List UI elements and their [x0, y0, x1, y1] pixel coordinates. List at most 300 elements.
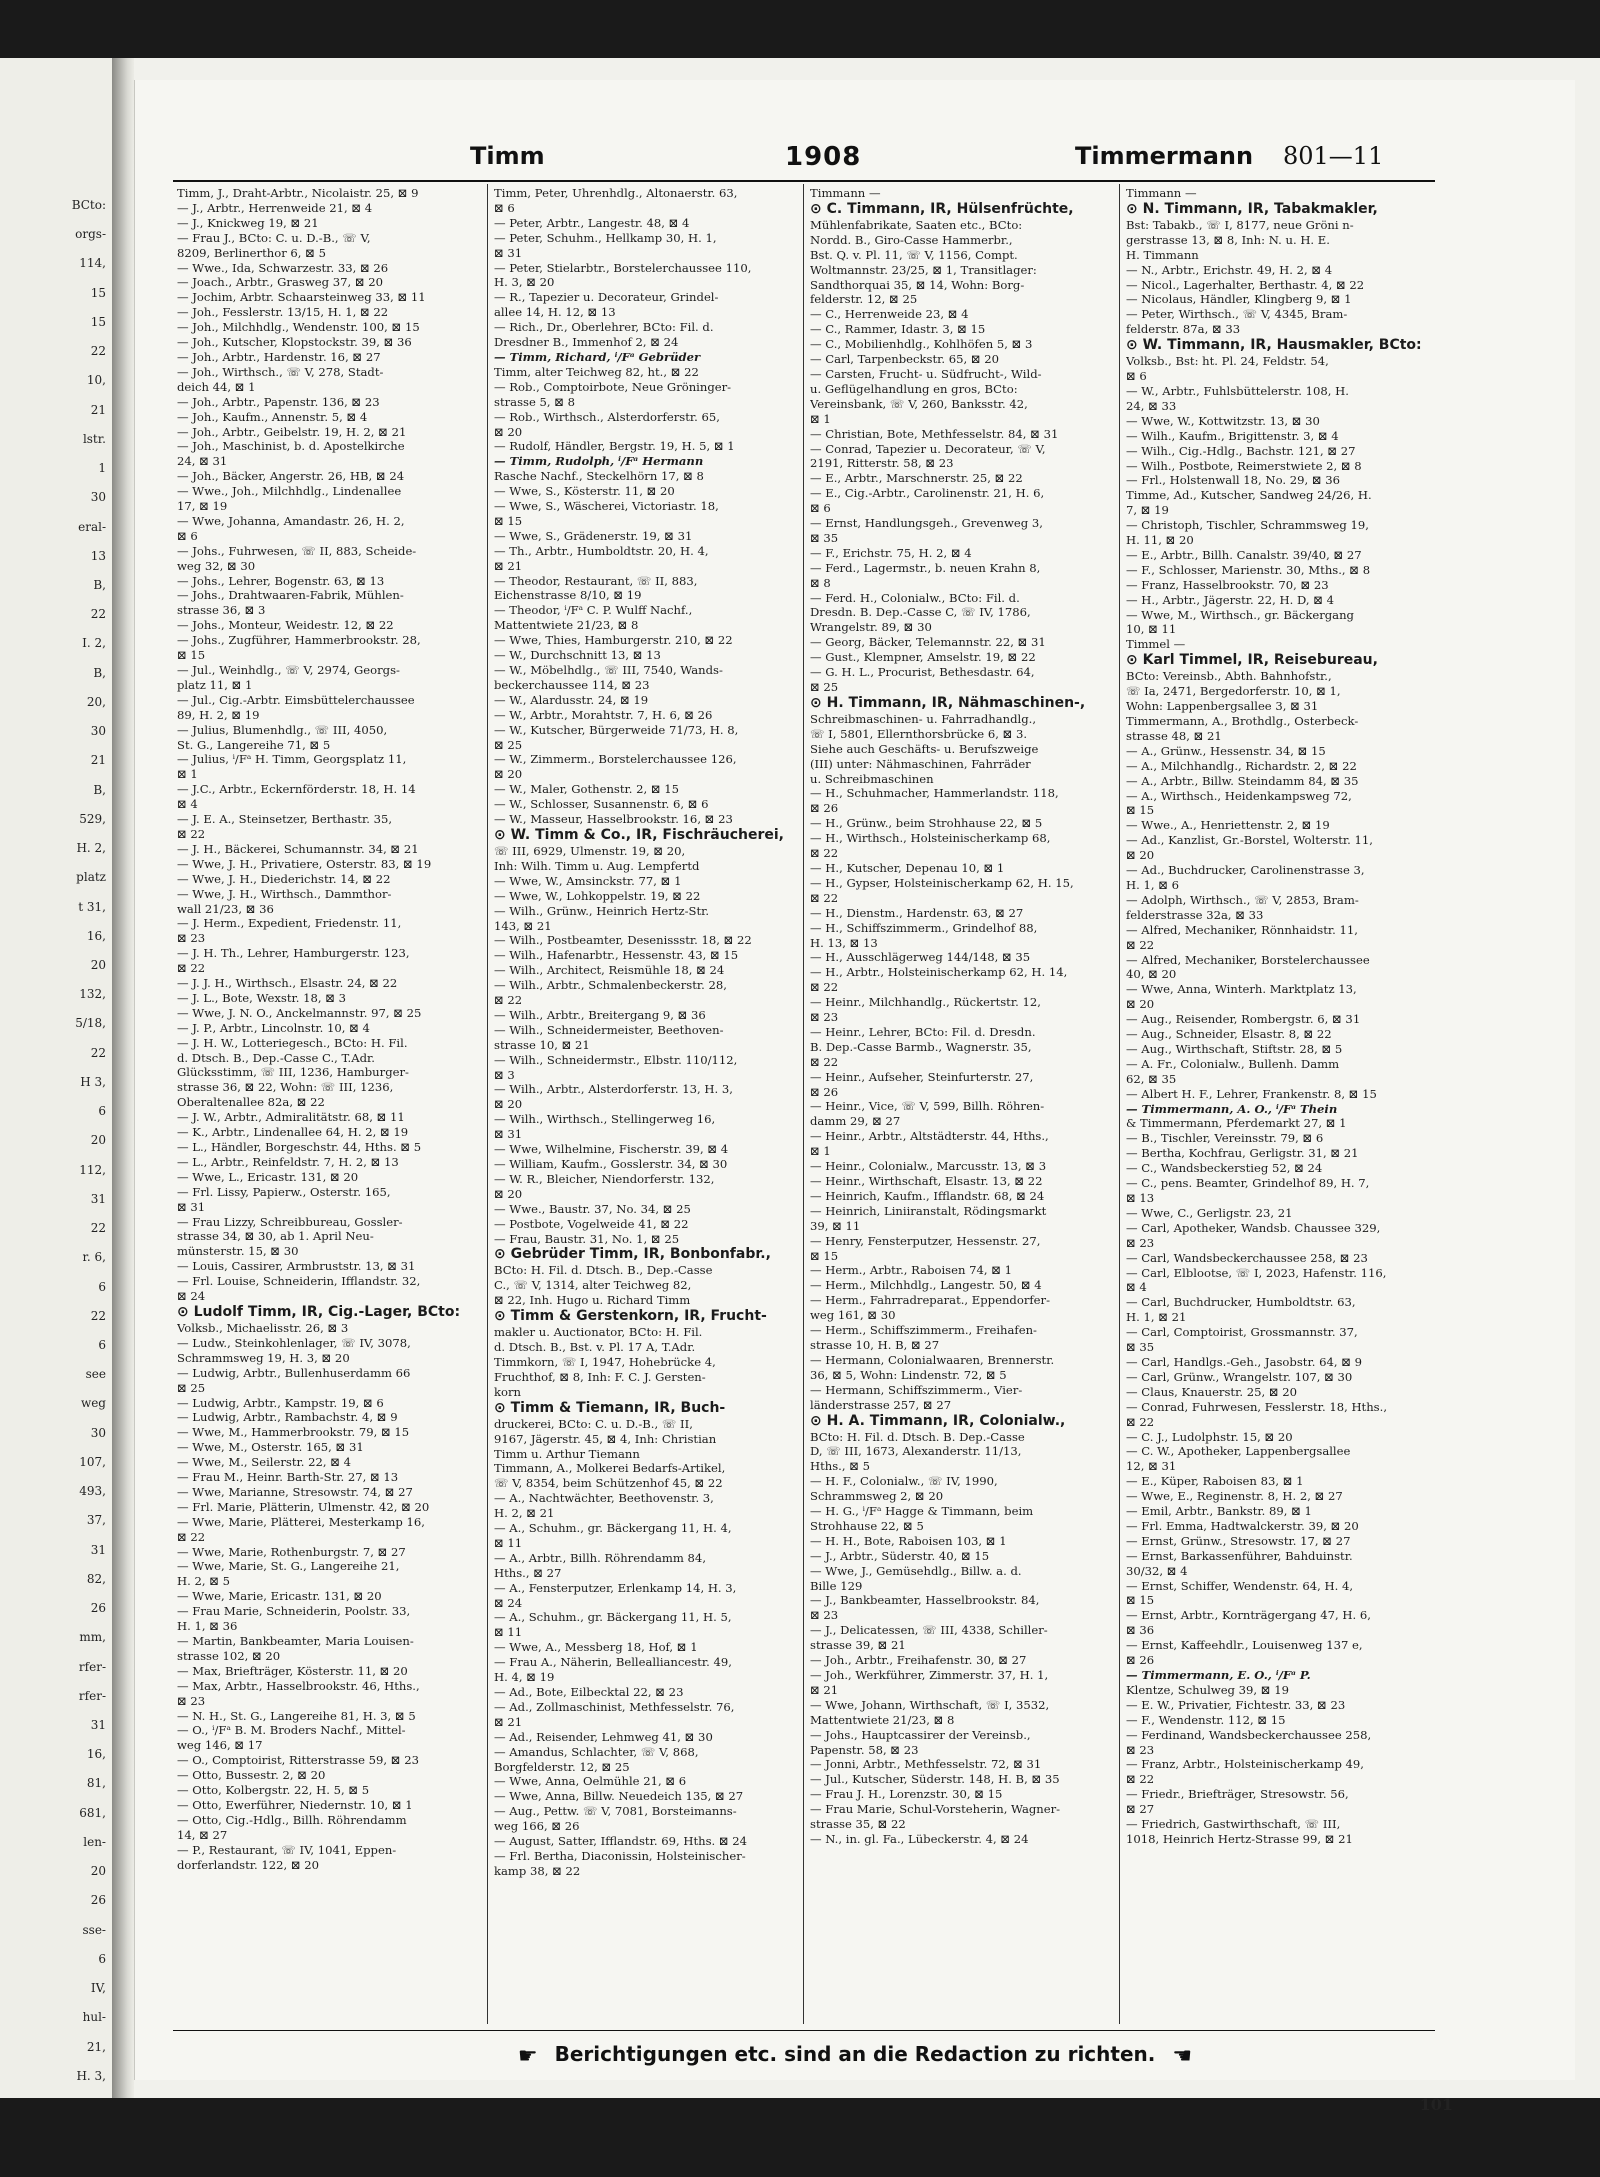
directory-entry-line: u. Geflügelhandlung en gros, BCto:: [810, 381, 1018, 396]
column-1: [171, 184, 487, 2024]
directory-entry-line: — Joh., Maschinist, b. d. Apostelkirche: [177, 439, 405, 454]
directory-entry-line: — Martin, Bankbeamter, Maria Louisen-: [177, 1634, 414, 1648]
directory-entry-line: — Nicolaus, Händler, Klingberg 9, ⊠ 1: [1126, 292, 1352, 307]
directory-entry-line: — Adolph, Wirthsch., ☏ V, 2853, Bram-: [1126, 892, 1359, 907]
directory-entry-line: — Max, Arbtr., Hasselbrookstr. 46, Hths.,: [177, 1678, 420, 1693]
previous-page-fragment: B,: [93, 782, 106, 797]
directory-entry-line: — J. W., Arbtr., Admiralitätstr. 68, ⊠ 11: [177, 1110, 405, 1125]
directory-entry-line: — W., Masseur, Hasselbrookstr. 16, ⊠ 23: [494, 812, 733, 827]
directory-entry-line: — Frau Lizzy, Schreibbureau, Gossler-: [177, 1214, 403, 1229]
directory-entry-line: Bst. Q. v. Pl. 11, ☏ V, 1156, Compt.: [810, 247, 1018, 262]
directory-entry-line: — Wwe, M., Wirthsch., gr. Bäckergang: [1126, 607, 1354, 622]
directory-entry-line: kamp 38, ⊠ 22: [494, 1863, 581, 1878]
directory-entry-line: — Johs., Zugführer, Hammerbrookstr. 28,: [177, 633, 421, 648]
directory-entry-line: ☏ I, 5801, Ellernthorsbrücke 6, ⊠ 3.: [810, 726, 1028, 741]
directory-entry-line: ⊠ 31: [177, 1199, 206, 1214]
directory-entry-line: — A., Schuhm., gr. Bäckergang 11, H. 4,: [494, 1521, 732, 1536]
directory-entry-line: — Otto, Cig.-Hdlg., Billh. Röhrendamm: [177, 1812, 407, 1827]
directory-entry-line: — R., Tapezier u. Decorateur, Grindel-: [494, 290, 719, 305]
directory-entry-line: — Heinrich, Kaufm., Ifflandstr. 68, ⊠ 24: [810, 1188, 1045, 1203]
directory-entry-line: — Wwe, M., Seilerstr. 22, ⊠ 4: [177, 1455, 352, 1470]
previous-page-fragment: 22: [90, 607, 106, 622]
previous-page-fragment: 20: [90, 958, 106, 972]
directory-entry-line: — Otto, Bussestr. 2, ⊠ 20: [177, 1768, 326, 1783]
directory-entry-line: — Wwe, J. N. O., Anckelmannstr. 97, ⊠ 25: [177, 1005, 422, 1020]
directory-entry-line: BCto: Vereinsb., Abth. Bahnhofstr.,: [1126, 669, 1332, 684]
directory-entry-line: — H., Ausschlägerweg 144/148, ⊠ 35: [810, 950, 1031, 965]
directory-entry-line: — Albert H. F., Lehrer, Frankenstr. 8, ⊠ 15: [1126, 1086, 1377, 1101]
directory-entry-line: ⊙ W. Timm & Co., IR, Fischräucherei,: [494, 826, 784, 843]
directory-entry-line: — Wwe., A., Henriettenstr. 2, ⊠ 19: [1126, 818, 1330, 833]
directory-entry-line: 9167, Jägerstr. 45, ⊠ 4, Inh: Christian: [494, 1431, 717, 1446]
directory-entry-line: ⊠ 25: [177, 1380, 206, 1395]
directory-entry-line: Bille 129: [810, 1578, 863, 1593]
header-page-number: 801—11: [1283, 142, 1384, 170]
previous-page-fragment: H 3,: [80, 1074, 106, 1089]
directory-entry-line: — H., Arbtr., Jägerstr. 22, H. D, ⊠ 4: [1126, 592, 1335, 607]
directory-entry-line: — Wwe, Marie, Plätterei, Mesterkamp 16,: [177, 1514, 425, 1529]
directory-entry-line: Timmermann, A., Brothdlg., Osterbeck-: [1126, 714, 1359, 728]
directory-entry-line: deich 44, ⊠ 1: [177, 379, 256, 394]
directory-entry-line: — Joh., Fesslerstr. 13/15, H. 1, ⊠ 22: [177, 305, 389, 320]
directory-entry-line: — Jul., Weinhdlg., ☏ V, 2974, Georgs-: [177, 663, 400, 677]
directory-entry-line: ⊠ 20: [494, 1097, 523, 1112]
previous-page-fragment: 31: [90, 1191, 106, 1206]
previous-page-fragment: 132,: [79, 987, 106, 1002]
directory-entry-line: 62, ⊠ 35: [1126, 1071, 1177, 1086]
directory-entry-line: Siehe auch Geschäfts- u. Berufszweige: [810, 741, 1039, 756]
directory-entry-line: H. 1, ⊠ 36: [177, 1619, 238, 1634]
directory-entry-line: strasse 35, ⊠ 22: [810, 1817, 906, 1832]
directory-entry-line: — Wwe, Thies, Hamburgerstr. 210, ⊠ 22: [494, 633, 733, 648]
directory-entry-line: — Carl, Comptoirist, Grossmannstr. 37,: [1126, 1325, 1358, 1340]
directory-entry-line: — Herm., Schiffszimmerm., Freihafen-: [810, 1323, 1037, 1338]
directory-entry-line: — Heinrich, Liniiranstalt, Rödingsmarkt: [810, 1203, 1047, 1218]
directory-entry-line: platz 11, ⊠ 1: [177, 677, 253, 692]
directory-entry-line: — Max, Briefträger, Kösterstr. 11, ⊠ 20: [177, 1663, 408, 1678]
directory-entry-line: St. G., Langereihe 71, ⊠ 5: [177, 737, 331, 752]
directory-entry-line: — Amandus, Schlachter, ☏ V, 868,: [494, 1744, 699, 1759]
directory-entry-line: Timmel —: [1126, 637, 1186, 652]
previous-page-fragment: 493,: [79, 1484, 106, 1499]
directory-entry-line: — Johs., Monteur, Weidestr. 12, ⊠ 22: [177, 618, 394, 633]
previous-page-fragment: hul-: [82, 2010, 106, 2025]
directory-entry-line: Klentze, Schulweg 39, ⊠ 19: [1126, 1682, 1289, 1697]
directory-page: [134, 80, 1575, 2114]
previous-page-fragment: 20,: [86, 694, 106, 709]
directory-entry-line: — H., Grünw., beim Strohhause 22, ⊠ 5: [810, 816, 1043, 831]
directory-entry-line: strasse 102, ⊠ 20: [177, 1648, 281, 1663]
directory-entry-line: — Wwe., Baustr. 37, No. 34, ⊠ 25: [494, 1201, 691, 1216]
directory-entry-line: — Wwe, Marianne, Stresowstr. 74, ⊠ 27: [177, 1484, 413, 1499]
directory-entry-line: — J., Knickweg 19, ⊠ 21: [177, 215, 319, 230]
directory-entry-line: — Carl, Wandsbeckerchaussee 258, ⊠ 23: [1126, 1250, 1368, 1265]
directory-entry-line: ⊙ Gebrüder Timm, IR, Bonbonfabr.,: [494, 1246, 771, 1263]
directory-entry-line: — Joh., Arbtr., Geibelstr. 19, H. 2, ⊠ 21: [177, 424, 407, 439]
previous-page-fragment: 13: [90, 548, 106, 563]
directory-entry-line: ⊠ 22: [810, 1054, 839, 1069]
directory-entry-line: — Ad., Buchdrucker, Carolinenstrasse 3,: [1126, 863, 1365, 878]
directory-entry-line: — August, Satter, Ifflandstr. 69, Hths. ⊠ 24: [494, 1834, 748, 1849]
directory-entry-line: — C., Rammer, Idastr. 3, ⊠ 15: [810, 322, 986, 337]
previous-page-fragment: 15: [90, 285, 106, 300]
directory-entry-line: — H., Wirthsch., Holsteinischerkamp 68,: [810, 831, 1051, 846]
directory-entry-line: — Herm., Fahrradreparat., Eppendorfer-: [810, 1293, 1050, 1308]
directory-entry-line: — Carl, Buchdrucker, Humboldtstr. 63,: [1126, 1295, 1356, 1310]
directory-entry-line: ⊙ Timm & Tiemann, IR, Buch-: [494, 1399, 726, 1416]
directory-entry-line: ⊠ 23: [1126, 1742, 1155, 1757]
previous-page-fragment: 30: [90, 490, 106, 505]
directory-entry-line: — N., in. gl. Fa., Lübeckerstr. 4, ⊠ 24: [810, 1831, 1029, 1846]
directory-entry-line: — Johs., Hauptcassirer der Vereinsb.,: [810, 1727, 1031, 1742]
directory-entry-line: Oberaltenallee 82a, ⊠ 22: [177, 1095, 325, 1110]
directory-entry-line: Sandthorquai 35, ⊠ 14, Wohn: Borg-: [810, 277, 1025, 292]
directory-entry-line: — J. J. H., Wirthsch., Elsastr. 24, ⊠ 22: [177, 976, 398, 991]
directory-entry-line: ⊠ 6: [177, 528, 198, 543]
directory-entry-line: strasse 10, ⊠ 21: [494, 1037, 590, 1052]
directory-entry-line: — H., Kutscher, Depenau 10, ⊠ 1: [810, 860, 1005, 875]
previous-page-fragment: weg: [80, 1396, 106, 1411]
directory-entry-line: — Aug., Reisender, Rombergstr. 6, ⊠ 31: [1126, 1012, 1361, 1027]
directory-entry-line: — Johs., Lehrer, Bogenstr. 63, ⊠ 13: [177, 573, 385, 588]
directory-entry-line: — Wwe, J. H., Privatiere, Osterstr. 83, ⊠ 19: [177, 856, 432, 871]
directory-entry-line: — Alfred, Mechaniker, Borstelerchaussee: [1126, 952, 1370, 967]
directory-entry-line: — Gust., Klempner, Amselstr. 19, ⊠ 22: [810, 650, 1036, 665]
directory-entry-line: — J.C., Arbtr., Eckernförderstr. 18, H. 14: [177, 782, 416, 797]
directory-entry-line: — Jul., Cig.-Arbtr. Eimsbüttelerchaussee: [177, 692, 415, 707]
directory-entry-line: Woltmannstr. 23/25, ⊠ 1, Transitlager:: [810, 262, 1037, 277]
directory-entry-line: 8209, Berlinerthor 6, ⊠ 5: [177, 245, 326, 260]
directory-entry-line: Mattentwiete 21/23, ⊠ 8: [494, 618, 639, 633]
directory-entry-line: — A., Grünw., Hessenstr. 34, ⊠ 15: [1126, 743, 1326, 758]
directory-entry-line: ⊠ 22: [810, 890, 839, 905]
directory-entry-line: ⊠ 22: [494, 993, 523, 1008]
directory-entry-line: — E. W., Privatier, Fichtestr. 33, ⊠ 23: [1126, 1697, 1346, 1712]
directory-entry-line: ⊠ 24: [494, 1595, 523, 1610]
directory-entry-line: — Julius, ⁱ/Fᵃ H. Timm, Georgsplatz 11,: [177, 752, 407, 767]
directory-entry-line: (III) unter: Nähmaschinen, Fahrräder: [810, 756, 1031, 771]
directory-entry-line: — A., Fensterputzer, Erlenkamp 14, H. 3,: [494, 1580, 737, 1595]
directory-entry-line: — J., Arbtr., Süderstr. 40, ⊠ 15: [810, 1548, 990, 1563]
directory-entry-line: — Friedrich, Gastwirthschaft, ☏ III,: [1126, 1817, 1341, 1832]
directory-entry-line: ⊠ 3: [494, 1067, 515, 1082]
directory-entry-line: — Frl. Louise, Schneiderin, Ifflandstr. 32,: [177, 1274, 421, 1289]
directory-entry-line: — Hermann, Colonialwaaren, Brennerstr.: [810, 1352, 1055, 1367]
directory-entry-line: — Conrad, Fuhrwesen, Fesslerstr. 18, Hths.,: [1126, 1399, 1388, 1414]
directory-entry-line: — Frau A., Näherin, Bellealliancestr. 49,: [494, 1655, 732, 1670]
directory-entry-line: — Joh., Arbtr., Hardenstr. 16, ⊠ 27: [177, 349, 381, 364]
directory-entry-line: — Wilh., Architect, Reismühle 18, ⊠ 24: [494, 963, 725, 978]
directory-entry-line: ⊠ 22: [1126, 937, 1155, 952]
directory-entry-line: — Wwe, W., Lohkoppelstr. 19, ⊠ 22: [494, 888, 701, 903]
directory-entry-line: ⊠ 24: [177, 1289, 206, 1304]
directory-entry-line: — Ernst, Barkassenführer, Bahduinstr.: [1126, 1548, 1353, 1563]
directory-entry-line: — Frau Marie, Schneiderin, Poolstr. 33,: [177, 1604, 411, 1619]
directory-entry-line: Hths., ⊠ 27: [494, 1565, 562, 1580]
directory-entry-line: ⊠ 35: [1126, 1340, 1155, 1355]
directory-entry-line: strasse 10, H. B, ⊠ 27: [810, 1337, 940, 1352]
directory-entry-line: — W., Möbelhdlg., ☏ III, 7540, Wands-: [494, 663, 723, 677]
directory-entry-line: — Wwe, W., Kottwitzstr. 13, ⊠ 30: [1126, 413, 1320, 428]
directory-entry-line: länderstrasse 257, ⊠ 27: [810, 1397, 952, 1412]
directory-entry-line: ⊠ 36: [1126, 1623, 1155, 1638]
directory-entry-line: D, ☏ III, 1673, Alexanderstr. 11/13,: [810, 1444, 1022, 1459]
directory-entry-line: — Wwe, S., Grädenerstr. 19, ⊠ 31: [494, 528, 693, 543]
directory-entry-line: — Louis, Cassirer, Armbruststr. 13, ⊠ 31: [177, 1259, 416, 1274]
directory-entry-line: 40, ⊠ 20: [1126, 967, 1177, 982]
previous-page-edge: [0, 58, 115, 2098]
directory-entry-line: beckerchaussee 114, ⊠ 23: [494, 677, 650, 692]
directory-entry-line: — L., Arbtr., Reinfeldstr. 7, H. 2, ⊠ 13: [177, 1154, 399, 1169]
directory-entry-line: ⊠ 6: [810, 501, 831, 516]
directory-entry-line: — Wwe, Johann, Wirthschaft, ☏ I, 3532,: [810, 1697, 1050, 1712]
directory-entry-line: — Aug., Wirthschaft, Stiftstr. 28, ⊠ 5: [1126, 1041, 1343, 1056]
directory-entry-line: — Emil, Arbtr., Bankstr. 89, ⊠ 1: [1126, 1504, 1312, 1519]
directory-entry-line: felderstr. 87a, ⊠ 33: [1126, 322, 1241, 337]
directory-entry-line: — Ludwig, Arbtr., Rambachstr. 4, ⊠ 9: [177, 1410, 398, 1425]
directory-entry-line: Timmkorn, ☏ I, 1947, Hohebrücke 4,: [494, 1354, 716, 1369]
directory-entry-line: 24, ⊠ 33: [1126, 398, 1177, 413]
directory-entry-line: — Wwe, S., Kösterstr. 11, ⊠ 20: [494, 484, 675, 499]
directory-entry-line: ⊠ 20: [1126, 997, 1155, 1012]
directory-entry-line: Timm u. Arthur Tiemann: [494, 1446, 640, 1461]
directory-entry-line: — Joh., Arbtr., Freihafenstr. 30, ⊠ 27: [810, 1653, 1027, 1668]
directory-entry-line: weg 166, ⊠ 26: [494, 1819, 580, 1834]
directory-entry-line: — Wilh., Kaufm., Brigittenstr. 3, ⊠ 4: [1126, 428, 1339, 443]
directory-entry-line: — H. F., Colonialw., ☏ IV, 1990,: [810, 1474, 998, 1489]
previous-page-fragment: see: [85, 1367, 106, 1382]
directory-entry-line: felderstrasse 32a, ⊠ 33: [1126, 907, 1264, 922]
directory-entry-line: — Ad., Reisender, Lehmweg 41, ⊠ 30: [494, 1729, 713, 1744]
directory-entry-line: — Wilh., Cig.-Hdlg., Bachstr. 121, ⊠ 27: [1126, 443, 1356, 458]
directory-entry-line: münsterstr. 15, ⊠ 30: [177, 1244, 299, 1259]
directory-entry-line: Fruchthof, ⊠ 8, Inh: F. C. J. Gersten-: [494, 1369, 706, 1384]
directory-entry-line: 143, ⊠ 21: [494, 918, 552, 933]
footer-rule: [173, 2030, 1435, 2031]
directory-entry-line: 17, ⊠ 19: [177, 499, 228, 514]
directory-entry-line: Inh: Wilh. Timm u. Aug. Lempfertd: [494, 858, 700, 873]
directory-entry-line: — Joh., Arbtr., Papenstr. 136, ⊠ 23: [177, 394, 380, 409]
previous-page-fragment: 6: [98, 1338, 106, 1352]
directory-entry-line: — Wilh., Arbtr., Schmalenbeckerstr. 28,: [494, 978, 727, 993]
directory-entry-line: — J., Bankbeamter, Hasselbrookstr. 84,: [810, 1593, 1040, 1608]
directory-entry-line: — Julius, Blumenhdlg., ☏ III, 4050,: [177, 722, 388, 737]
directory-entry-line: ⊠ 15: [810, 1248, 839, 1263]
directory-entry-line: — Wwe, J. H., Diederichstr. 14, ⊠ 22: [177, 871, 391, 886]
directory-entry-line: — Carsten, Frucht- u. Südfrucht-, Wild-: [810, 366, 1042, 381]
directory-entry-line: — Johs., Drahtwaaren-Fabrik, Mühlen-: [177, 588, 404, 603]
directory-entry-line: weg 32, ⊠ 30: [177, 558, 256, 573]
directory-entry-line: 10, ⊠ 11: [1126, 622, 1177, 637]
directory-entry-line: ⊠ 35: [810, 530, 839, 545]
directory-entry-line: — Wwe, Johanna, Amandastr. 26, H. 2,: [177, 513, 405, 528]
directory-entry-line: — Christoph, Tischler, Schrammsweg 19,: [1126, 518, 1369, 533]
directory-entry-line: ⊠ 31: [494, 1127, 523, 1142]
previous-page-fragment: 107,: [79, 1454, 106, 1469]
directory-entry-line: H. 4, ⊠ 19: [494, 1670, 555, 1685]
previous-page-fragment: 26: [90, 1893, 106, 1908]
directory-entry-line: — Joh., Kutscher, Klopstockstr. 39, ⊠ 36: [177, 335, 412, 350]
previous-page-fragment: r. 6,: [82, 1250, 106, 1265]
directory-entry-line: u. Schreibmaschinen: [810, 771, 934, 786]
previous-page-fragment: H. 3,: [76, 2068, 106, 2083]
pointing-hand-right-icon: ☚: [1172, 2044, 1193, 2069]
directory-entry-line: — Rob., Comptoirbote, Neue Gröninger-: [494, 379, 732, 394]
directory-entry-line: — Th., Arbtr., Humboldtstr. 20, H. 4,: [494, 543, 709, 558]
previous-page-fragment: 30: [90, 1425, 106, 1440]
directory-entry-line: — J. H. W., Lotteriegesch., BCto: H. Fil.: [177, 1035, 408, 1050]
directory-entry-line: — C. W., Apotheker, Lappenbergsallee: [1126, 1444, 1351, 1459]
directory-entry-line: — Heinr., Wirthschaft, Elsastr. 13, ⊠ 22: [810, 1174, 1043, 1188]
directory-entry-line: ⊙ C. Timmann, IR, Hülsenfrüchte,: [810, 200, 1074, 217]
directory-entry-line: — Peter, Stielarbtr., Borstelerchaussee 110,: [494, 260, 752, 275]
previous-page-fragment: IV,: [90, 1981, 106, 1996]
directory-entry-line: — Otto, Ewerführer, Niedernstr. 10, ⊠ 1: [177, 1797, 413, 1812]
directory-entry-line: strasse 36, ⊠ 3: [177, 603, 266, 618]
directory-entry-line: — W., Kutscher, Bürgerweide 71/73, H. 8,: [494, 722, 739, 737]
directory-entry-line: ⊠ 22: [810, 846, 839, 861]
directory-entry-line: ⊠ 23: [810, 1608, 839, 1623]
directory-entry-line: — Ferd. H., Colonialw., BCto: Fil. d.: [810, 590, 1020, 605]
directory-entry-line: strasse 36, ⊠ 22, Wohn: ☏ III, 1236,: [177, 1080, 394, 1095]
directory-entry-line: — Georg, Bäcker, Telemannstr. 22, ⊠ 31: [810, 635, 1046, 650]
directory-entry-line: — Ernst, Schiffer, Wendenstr. 64, H. 4,: [1126, 1578, 1354, 1593]
directory-entry-line: — Franz, Hasselbrookstr. 70, ⊠ 23: [1126, 577, 1329, 592]
directory-entry-line: — H., Schiffszimmerm., Grindelhof 88,: [810, 920, 1038, 935]
directory-entry-line: — Wwe, E., Reginenstr. 8, H. 2, ⊠ 27: [1126, 1489, 1343, 1504]
directory-entry-line: ⊙ H. Timmann, IR, Nähmaschinen-,: [810, 694, 1086, 711]
directory-entry-line: — Peter, Arbtr., Langestr. 48, ⊠ 4: [494, 215, 690, 230]
directory-entry-line: — Frau J., BCto: C. u. D.-B., ☏ V,: [177, 230, 371, 245]
directory-entry-line: — Hermann, Schiffszimmerm., Vier-: [810, 1382, 1023, 1397]
directory-entry-line: Glücksstimm, ☏ III, 1236, Hamburger-: [177, 1065, 409, 1080]
directory-entry-line: — C., Herrenweide 23, ⊠ 4: [810, 307, 969, 322]
directory-entry-line: — Wwe, L., Ericastr. 131, ⊠ 20: [177, 1169, 359, 1184]
directory-entry-line: ⊙ Timm & Gerstenkorn, IR, Frucht-: [494, 1308, 767, 1325]
directory-entry-line: — C., pens. Beamter, Grindelhof 89, H. 7,: [1126, 1176, 1370, 1191]
previous-page-fragment: 16,: [86, 928, 106, 943]
directory-entry-line: — C., Wandsbeckerstieg 52, ⊠ 24: [1126, 1161, 1323, 1176]
directory-entry-line: 2191, Ritterstr. 58, ⊠ 23: [810, 456, 954, 471]
directory-entry-line: B. Dep.-Casse Barmb., Wagnerstr. 35,: [810, 1039, 1032, 1054]
directory-entry-line: allee 14, H. 12, ⊠ 13: [494, 305, 616, 320]
directory-entry-line: ⊠ 1: [177, 767, 198, 782]
directory-entry-line: Schrammsweg 19, H. 3, ⊠ 20: [177, 1350, 350, 1365]
directory-entry-line: Timmann, A., Molkerei Bedarfs-Artikel,: [494, 1461, 726, 1476]
footer-page-number: 101: [1419, 2095, 1453, 2114]
directory-entry-line: — W., Schlosser, Susannenstr. 6, ⊠ 6: [494, 797, 709, 812]
previous-page-fragment: 15: [90, 314, 106, 329]
directory-entry-line: — J. H. Th., Lehrer, Hamburgerstr. 123,: [177, 946, 410, 961]
directory-entry-line: ⊠ 22, Inh. Hugo u. Richard Timm: [494, 1293, 691, 1308]
directory-entry-line: — Joh., Bäcker, Angerstr. 26, HB, ⊠ 24: [177, 469, 405, 484]
directory-entry-line: 14, ⊠ 27: [177, 1827, 228, 1842]
directory-entry-line: — Wilh., Wirthsch., Stellingerweg 16,: [494, 1112, 716, 1127]
directory-entry-line: — Wwe, Marie, Ericastr. 131, ⊠ 20: [177, 1589, 382, 1604]
directory-entry-line: ⊠ 15: [1126, 803, 1155, 818]
directory-entry-line: — Joh., Wirthsch., ☏ V, 278, Stadt-: [177, 364, 384, 379]
directory-entry-line: — Heinr., Aufseher, Steinfurterstr. 27,: [810, 1069, 1034, 1084]
directory-entry-line: strasse 34, ⊠ 30, ab 1. April Neu-: [177, 1229, 374, 1244]
directory-entry-line: Schrammsweg 2, ⊠ 20: [810, 1489, 944, 1504]
directory-entry-line: ⊠ 22: [1126, 1772, 1155, 1787]
directory-entry-line: — Ludwig, Arbtr., Kampstr. 19, ⊠ 6: [177, 1395, 384, 1410]
directory-entry-line: — Ad., Bote, Eilbecktal 22, ⊠ 23: [494, 1685, 684, 1699]
previous-page-fragment: 31: [90, 1542, 106, 1557]
directory-entry-line: — Carl, Tarpenbeckstr. 65, ⊠ 20: [810, 352, 1000, 367]
directory-entry-line: felderstr. 12, ⊠ 25: [810, 292, 918, 307]
directory-entry-line: — Ernst, Kaffeehdlr., Louisenweg 137 e,: [1126, 1638, 1363, 1653]
directory-entry-line: — Wwe., Joh., Milchhdlg., Lindenallee: [177, 484, 402, 499]
directory-entry-line: — W., Durchschnitt 13, ⊠ 13: [494, 648, 661, 663]
directory-entry-line: — Aug., Pettw. ☏ V, 7081, Borsteimanns-: [494, 1804, 737, 1819]
directory-entry-line: H. 1, ⊠ 6: [1126, 877, 1180, 892]
directory-entry-line: — Timmermann, E. O., ⁱ/Fᵃ P.: [1126, 1668, 1311, 1682]
previous-page-fragment: 114,: [79, 256, 106, 271]
directory-entry-line: — P., Restaurant, ☏ IV, 1041, Eppen-: [177, 1842, 397, 1857]
directory-entry-line: — O., ⁱ/Fᵃ B. M. Broders Nachf., Mittel-: [177, 1723, 406, 1738]
directory-entry-line: Wohn: Lappenbergsallee 3, ⊠ 31: [1126, 699, 1319, 714]
directory-entry-line: — N. H., St. G., Langereihe 81, H. 3, ⊠ 5: [177, 1708, 416, 1723]
previous-page-fragment: eral-: [78, 519, 106, 534]
previous-page-fragment: B,: [93, 665, 106, 680]
directory-entry-line: — Wilh., Arbtr., Breitergang 9, ⊠ 36: [494, 1007, 706, 1022]
previous-page-fragment: t 31,: [78, 899, 106, 914]
directory-entry-line: ⊠ 1: [810, 411, 831, 426]
directory-entry-line: H. Timmann: [1126, 247, 1199, 262]
directory-entry-line: — J. H., Bäckerei, Schumannstr. 34, ⊠ 21: [177, 841, 419, 856]
previous-page-fragment: 82,: [86, 1571, 106, 1586]
directory-entry-line: — Wilh., Postbote, Reimerstwiete 2, ⊠ 8: [1126, 458, 1362, 473]
directory-entry-line: — H., Dienstm., Hardenstr. 63, ⊠ 27: [810, 905, 1024, 920]
previous-page-fragment: I. 2,: [82, 636, 106, 651]
directory-entry-line: — Joh., Kaufm., Annenstr. 5, ⊠ 4: [177, 409, 368, 424]
directory-entry-line: wall 21/23, ⊠ 36: [177, 901, 274, 916]
directory-entry-line: — Otto, Kolbergstr. 22, H. 5, ⊠ 5: [177, 1783, 370, 1798]
directory-entry-line: Bst: Tabakb., ☏ I, 8177, neue Gröni n-: [1126, 217, 1354, 232]
directory-entry-line: weg 146, ⊠ 17: [177, 1738, 263, 1753]
directory-entry-line: — Aug., Schneider, Elsastr. 8, ⊠ 22: [1126, 1027, 1332, 1042]
directory-entry-line: Vereinsbank, ☏ V, 260, Banksstr. 42,: [810, 396, 1028, 411]
previous-page-fragment: 21: [90, 753, 106, 768]
directory-entry-line: ⊠ 23: [810, 1010, 839, 1025]
directory-entry-line: ⊙ Ludolf Timm, IR, Cig.-Lager, BCto:: [177, 1303, 461, 1320]
directory-entry-line: — J., Delicatessen, ☏ III, 4338, Schiller-: [810, 1623, 1048, 1638]
directory-entry-line: — Peter, Schuhm., Hellkamp 30, H. 1,: [494, 230, 717, 245]
directory-entry-line: 89, H. 2, ⊠ 19: [177, 707, 260, 722]
directory-entry-line: — Ad., Kanzlist, Gr.-Borstel, Wolterstr. 11,: [1126, 833, 1373, 848]
previous-page-fragment: 6: [98, 1279, 106, 1294]
directory-entry-line: — Wwe, C., Gerligstr. 23, 21: [1126, 1205, 1293, 1220]
previous-page-fragment: lstr.: [82, 431, 106, 446]
previous-page-fragment: 26: [90, 1601, 106, 1616]
directory-entry-line: — Franz, Arbtr., Holsteinischerkamp 49,: [1126, 1757, 1364, 1772]
directory-entry-line: Timm, J., Draht-Arbtr., Nicolaistr. 25, ⊠ 9: [177, 186, 419, 200]
directory-entry-line: — J. E. A., Steinsetzer, Berthastr. 35,: [177, 812, 393, 827]
directory-entry-line: ⊠ 15: [1126, 1593, 1155, 1608]
directory-entry-line: weg 161, ⊠ 30: [810, 1308, 896, 1323]
previous-page-fragment: 1: [98, 461, 106, 476]
directory-entry-line: ⊠ 23: [177, 1693, 206, 1708]
directory-entry-line: Eichenstrasse 8/10, ⊠ 19: [494, 588, 642, 603]
directory-entry-line: ⊠ 20: [1126, 848, 1155, 863]
directory-entry-line: Volksb., Bst: ht. Pl. 24, Feldstr. 54,: [1126, 354, 1329, 369]
directory-entry-line: — Ernst, Grünw., Stresowstr. 17, ⊠ 27: [1126, 1533, 1351, 1548]
directory-entry-line: — Wwe, J. H., Wirthsch., Dammthor-: [177, 886, 392, 901]
directory-entry-line: — Wilh., Schneidermeister, Beethoven-: [494, 1022, 724, 1037]
directory-entry-line: — Wwe, Anna, Oelmühle 21, ⊠ 6: [494, 1774, 687, 1789]
directory-entry-line: — Jul., Kutscher, Süderstr. 148, H. B, ⊠ 35: [810, 1772, 1060, 1787]
